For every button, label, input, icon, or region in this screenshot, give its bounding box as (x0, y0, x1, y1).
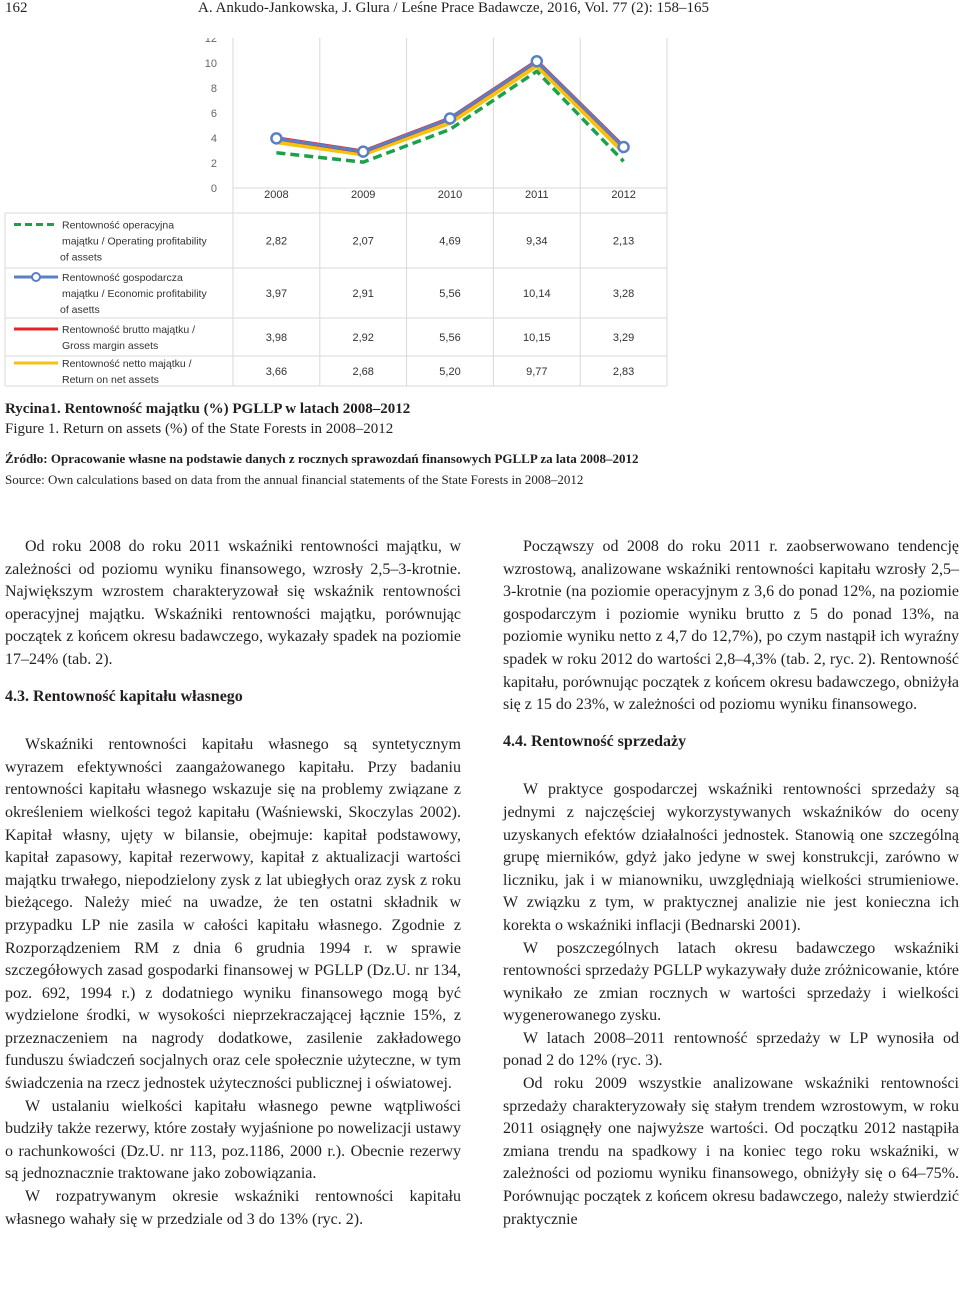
data-label: 3,29 (612, 332, 635, 344)
paragraph: Od roku 2009 wszystkie analizowane wskaźniki rentowności sprzedaży charakteryzowały się stałym trendem wzrostowym, w roku 2011 osiągnęły one najwyższe wartości. Od początku 2012 nastąpiła zmiana trendu na spadkowy i na koniec tego roku wskaźniki, w zależności od poziomu wyniku finansowego, obniżyły się o 64–75%. Porównując początek z końcem okresu badawczego, należy stwierdzić praktycznie (503, 1075, 959, 1228)
left-column (5, 536, 461, 1231)
paragraph: W rozpatrywanym okresie wskaźniki rentowności kapitału własnego wahały się w przedziale od 3 do 13% (ryc. 2). (5, 1188, 461, 1228)
data-label: 2,92 (352, 332, 374, 344)
data-label: 2,83 (612, 366, 635, 378)
x-tick-label: 2010 (437, 189, 463, 201)
data-label: 2,13 (612, 235, 635, 248)
legend-key-marker (32, 273, 40, 281)
y-tick-label: 8 (210, 83, 217, 95)
legend-label: Rentowność brutto majątku / (62, 324, 196, 336)
series-point (532, 56, 542, 66)
paragraph: W latach 2008–2011 rentowność sprzedaży w LP wynosiła od ponad 2 do 12% (ryc. 3). (503, 1029, 959, 1070)
series-point (445, 114, 455, 124)
chart-svg (0, 38, 670, 388)
x-tick-label: 2008 (264, 189, 289, 201)
series-point (358, 147, 368, 157)
series-line (276, 61, 623, 151)
series-point (619, 142, 629, 152)
data-label: 3,66 (265, 366, 288, 378)
data-label: 5,56 (439, 332, 461, 344)
series-point (271, 133, 281, 143)
data-label: 9,77 (526, 366, 548, 378)
data-label: 3,98 (265, 332, 288, 344)
series-line (276, 66, 623, 155)
legend-label: Rentowność operacyjna (62, 219, 175, 232)
y-tick-label: 0 (210, 183, 217, 195)
chart-figure (0, 38, 670, 388)
paragraph: Począwszy od 2008 do roku 2011 r. zaobserwowano tendencję wzrostową, analizowane wskaźniki rentowności kapitału wzrosły 2,5‒3-krotnie (na poziomie operacyjnym z 3,6 do ponad 12%, na poziomie gospodarczym i poziomie wyniku brutto z 5 do ponad 13%, na poziomie wyniku netto z 4,7 do 12,7%), po czym nastąpił ich wyraźny spadek w roku 2012 do wartości 2,8‒4,3% (tab. 2, ryc. 2). Rentowność kapitału, porównując początek z końcem okresu badawczego, obniżyła się z 15 do 23%, w zależności od poziomu wyniku finansowego. (503, 538, 959, 714)
right-column (503, 536, 959, 1231)
legend-label: Gross margin assets (62, 340, 159, 352)
data-label: 2,68 (352, 366, 374, 378)
data-label: 10,14 (523, 288, 551, 300)
data-label: 5,56 (439, 288, 461, 300)
y-tick-label: 6 (210, 108, 217, 120)
y-tick-label: 4 (210, 133, 217, 145)
x-tick-label: 2012 (611, 189, 636, 201)
data-label: 3,28 (612, 288, 635, 300)
legend-label: Rentowność gospodarcza (62, 272, 183, 284)
data-label: 5,20 (439, 366, 461, 378)
data-label: 3,97 (265, 288, 288, 300)
legend-label: majątku / Economic profitability (62, 288, 207, 300)
paragraph: Wskaźniki rentowności kapitału własnego są syntetycznym wyrazem efektywności zaangażowanego kapitału. Przy badaniu rentowności kapitału własnego wskazuje się na problemy związane z określeniem wielkości tegoż kapitału (Waśniewski, Skoczylas 2002). Kapitał własny, ujęty w bilansie, obejmuje: kapitał podstawowy, kapitał zapasowy, kapitał rezerwowy, kapitał z aktualizacji wartości majątku trwałego, niepodzielony zysk z lat ubiegłych oraz zysk z roku bieżącego. Należy mieć na uwadze, że ten ostatni składnik w przypadku LP nie zasila w całości kapitału własnego. Zgodnie z Rozporządzeniem RM z dnia 6 grudnia 1994 r. w sprawie szczegółowych zasad gospodarki finansowej w PGLLP (Dz.U. nr 134, poz. 692, 1994 r.) z dodatniego wyniku finansowego mogą być wydzielone środki, w wysokości nieprzekraczającej łącznie 15%, z przeznaczeniem na nagrody dodatkowe, zasilenie zakładowego funduszu świadczeń socjalnych oraz cele społecznie użyteczne, w tym świadczenia na rzecz jednostek użyteczności publicznej i oświatowej. (5, 736, 461, 1093)
section-heading: 4.4. Rentowność sprzedaży (503, 732, 687, 750)
series-line (276, 61, 623, 151)
legend-label: of asetts (60, 304, 100, 316)
legend-label: of assets (60, 251, 103, 264)
y-tick-label: 12 (204, 38, 217, 45)
y-tick-label: 10 (204, 58, 217, 70)
data-label: 2,82 (265, 235, 288, 248)
paragraph: W ustalaniu wielkości kapitału własnego pewne wątpliwości budziły także rezerwy, które zostały wyjaśnione po nowelizacji ustawy o rachunkowości (Dz.U. nr 113, poz.1186, 2000 r.). Obecnie rezerwy są jednoznacznie traktowane jako zobowiązania. (5, 1097, 461, 1183)
x-tick-label: 2009 (350, 189, 376, 201)
paragraph: W praktyce gospodarczej wskaźniki rentowności sprzedaży są jednymi z najczęściej wykorzystywanych wskaźników do oceny uzyskanych efektów działalności jednostek. Stanowią one szczególną grupę mierników, gdyż jako jedyne w swej konstrukcji, zarówno w liczniku, jak i w mianowniku, uwzględniają wielkości strumieniowe. W związku z tym, w praktycznej analizie nie jest konieczna ich korekta o wskaźniki inflacji (Bednarski 2001). (503, 781, 959, 934)
source-note-pl: Źródło: Opracowanie własne na podstawie danych z rocznych sprawozdań finansowych PGLLP za lata 2008–2012 (5, 451, 639, 466)
data-label: 2,91 (352, 288, 374, 300)
x-tick-label: 2011 (524, 189, 549, 201)
data-label: 4,69 (439, 235, 461, 248)
paragraph: Od roku 2008 do roku 2011 wskaźniki rentowności majątku, w zależności od poziomu wyniku finansowego, wzrosły 2,5‒3-krotnie. Największym wzrostem charakteryzował się wskaźnik rentowności operacyjnej majątku. Wskaźniki rentowności majątku, porównując początek z końcem okresu badawczego, wykazały spadek na poziomie 17‒24% (tab. 2). (5, 538, 461, 668)
section-heading: 4.3. Rentowność kapitału własnego (5, 687, 243, 705)
y-tick-label: 2 (210, 158, 217, 170)
paragraph: W poszczególnych latach okresu badawczego wskaźniki rentowności sprzedaży PGLLP wykazywały duże zróżnicowanie, które wynikało ze zmian rocznych w wartości sprzedaży i wielkości wygenerowanego zysku. (503, 939, 959, 1025)
legend-label: Return on net assets (62, 374, 159, 386)
running-title: A. Ankudo-Jankowska, J. Glura / Leśne Prace Badawcze, 2016, Vol. 77 (2): 158–165 (198, 0, 710, 16)
source-note-en: Source: Own calculations based on data from the annual financial statements of the State Forests in 2008–2012 (5, 472, 584, 487)
legend-label: majątku / Operating profitability (62, 235, 207, 248)
page-number: 162 (5, 0, 28, 16)
figure-caption-en: Figure 1. Return on assets (%) of the State Forests in 2008–2012 (5, 421, 394, 437)
data-label: 2,07 (352, 235, 374, 248)
legend-label: Rentowność netto majątku / (62, 358, 192, 370)
data-label: 10,15 (523, 332, 551, 344)
figure-caption-pl: Rycina1. Rentowność majątku (%) PGLLP w latach 2008‒2012 (5, 401, 411, 417)
data-label: 9,34 (526, 235, 548, 248)
